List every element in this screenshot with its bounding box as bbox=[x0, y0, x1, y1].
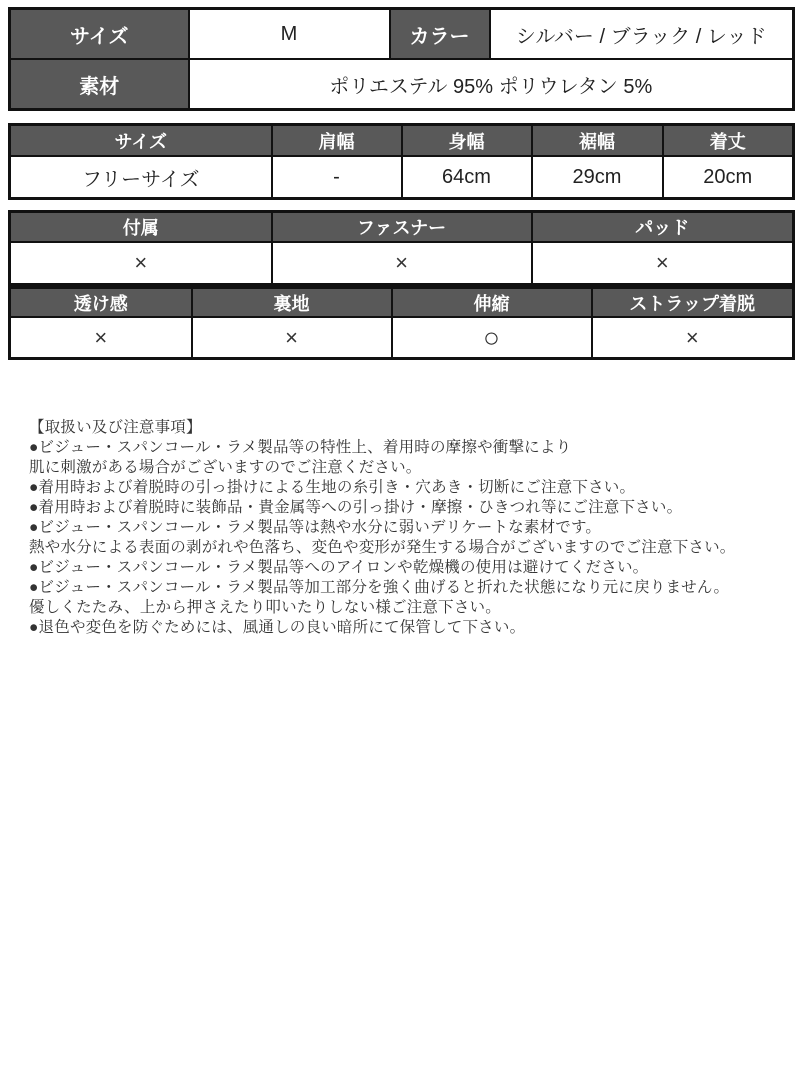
features-table-a bbox=[8, 210, 795, 286]
feature-header-stretch: 伸縮 bbox=[392, 288, 592, 318]
care-note-line: 優しくたたみ、上から押さえたり叩いたりしない様ご注意下さい。 bbox=[29, 599, 501, 616]
care-note-line: ●ビジュー・スパンコール・ラメ製品等の特性上、着用時の摩擦や衝撃により bbox=[29, 439, 572, 456]
material-value: ポリエステル 95% ポリウレタン 5% bbox=[189, 59, 794, 110]
size-color-material-table bbox=[8, 7, 795, 111]
care-notes-heading: 【取扱い及び注意事項】 bbox=[29, 419, 202, 436]
product-spec-page bbox=[0, 7, 800, 1074]
size-value: M bbox=[189, 9, 390, 60]
table-row bbox=[10, 242, 794, 285]
measurements-value-size: フリーサイズ bbox=[10, 156, 272, 199]
table-row bbox=[10, 288, 794, 318]
measurements-value-hem-width: 29cm bbox=[532, 156, 663, 199]
feature-header-fastener: ファスナー bbox=[272, 212, 532, 243]
feature-value-accessory: × bbox=[10, 242, 272, 285]
care-note-line: ●着用時および着脱時に装飾品・貴金属等への引っ掛け・摩擦・ひきつれ等にご注意下さい。 bbox=[29, 499, 683, 516]
care-note-line: ●着用時および着脱時の引っ掛けによる生地の糸引き・穴あき・切断にご注意下さい。 bbox=[29, 479, 636, 496]
feature-header-strap: ストラップ着脱 bbox=[592, 288, 794, 318]
material-label: 素材 bbox=[10, 59, 189, 110]
feature-value-strap: × bbox=[592, 317, 794, 359]
feature-value-fastener: × bbox=[272, 242, 532, 285]
color-label: カラー bbox=[390, 9, 490, 60]
care-note-line: 熱や水分による表面の剥がれや色落ち、変色や変形が発生する場合がございますのでご注意下さい。 bbox=[29, 539, 736, 556]
size-label: サイズ bbox=[10, 9, 189, 60]
measurements-header-shoulder: 肩幅 bbox=[272, 125, 402, 157]
care-note-line: ●ビジュー・スパンコール・ラメ製品等加工部分を強く曲げると折れた状態になり元に戻りません。 bbox=[29, 579, 730, 596]
feature-header-pad: パッド bbox=[532, 212, 794, 243]
features-table-b bbox=[8, 286, 795, 360]
table-row bbox=[10, 212, 794, 243]
measurements-header-body-width: 身幅 bbox=[402, 125, 532, 157]
feature-value-pad: × bbox=[532, 242, 794, 285]
measurements-table bbox=[8, 123, 795, 200]
measurements-header-size: サイズ bbox=[10, 125, 272, 157]
measurements-header-length: 着丈 bbox=[663, 125, 794, 157]
measurements-value-length: 20cm bbox=[663, 156, 794, 199]
measurements-header-hem-width: 裾幅 bbox=[532, 125, 663, 157]
feature-value-sheerness: × bbox=[10, 317, 192, 359]
feature-value-stretch: ○ bbox=[392, 317, 592, 359]
table-row bbox=[10, 9, 794, 60]
care-note-line: ●ビジュー・スパンコール・ラメ製品等は熱や水分に弱いデリケートな素材です。 bbox=[29, 519, 602, 536]
feature-header-sheerness: 透け感 bbox=[10, 288, 192, 318]
care-note-line: ●ビジュー・スパンコール・ラメ製品等へのアイロンや乾燥機の使用は避けてください。 bbox=[29, 559, 649, 576]
feature-header-accessory: 付属 bbox=[10, 212, 272, 243]
measurements-value-body-width: 64cm bbox=[402, 156, 532, 199]
table-row bbox=[10, 125, 794, 157]
table-row bbox=[10, 156, 794, 199]
feature-header-lining: 裏地 bbox=[192, 288, 392, 318]
table-row bbox=[10, 317, 794, 359]
measurements-value-shoulder: - bbox=[272, 156, 402, 199]
feature-value-lining: × bbox=[192, 317, 392, 359]
table-row bbox=[10, 59, 794, 110]
care-note-line: 肌に刺激がある場合がございますのでご注意ください。 bbox=[29, 459, 422, 476]
care-notes bbox=[29, 418, 780, 638]
color-value: シルバー / ブラック / レッド bbox=[490, 9, 794, 60]
care-note-line: ●退色や変色を防ぐためには、風通しの良い暗所にて保管して下さい。 bbox=[29, 619, 526, 636]
